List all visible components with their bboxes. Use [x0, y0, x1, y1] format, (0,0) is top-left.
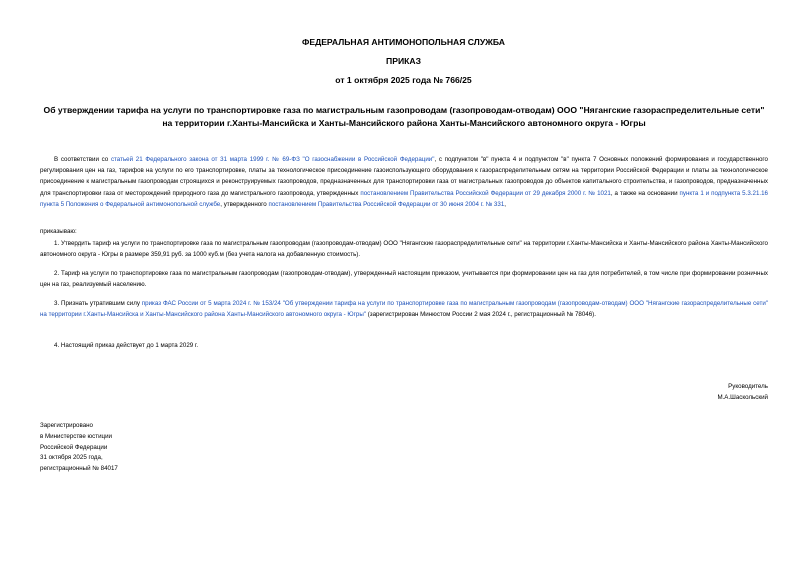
- item-4-text: 4. Настоящий приказ действует до 1 марта 2029 г.: [54, 342, 199, 349]
- item-3-text-1: 3. Признать утратившим силу: [54, 300, 142, 307]
- order-word: приказываю:: [40, 228, 77, 235]
- preamble-text-3: , а также на основании: [610, 189, 680, 197]
- preamble-text-1: В соответствии со: [54, 156, 111, 163]
- agency-heading: ФЕДЕРАЛЬНАЯ АНТИМОНОПОЛЬНАЯ СЛУЖБА: [302, 37, 505, 47]
- doc-type-heading: ПРИКАЗ: [386, 56, 421, 66]
- registration-block: [40, 421, 118, 475]
- preamble-text-5: ,: [504, 200, 506, 208]
- signatory-position: Руководитель: [728, 383, 768, 390]
- law-link[interactable]: статьей 21 Федерального закона от 31 марта 1999 г. № 69-ФЗ "О газоснабжении в Российской Федерации": [110, 156, 435, 163]
- fas-regulation-link[interactable]: пункта 1 и подпункта 5.3.21.16 пункта 5 Положения о Федеральной антимонопольной службе: [40, 189, 768, 208]
- item-3-text-2: (зарегистрирован Минюстом России 2 мая 2024 г., регистрационный № 78046).: [366, 311, 596, 319]
- registration-line: в Министерстве юстиции: [40, 432, 113, 440]
- registration-line: Зарегистрировано: [40, 422, 93, 429]
- registration-line: 31 октября 2025 года,: [40, 454, 103, 462]
- government-decree-link[interactable]: постановлением Правительства Российской Федерации от 29 декабря 2000 г. № 1021: [360, 189, 611, 197]
- item-1-text: 1. Утвердить тариф на услуги по транспортировке газа по магистральным газопроводам (газопроводам-отводам) ООО "Нягангские газораспределительные сети" на территории г.Ханты-Мансийска и Ханты-Мансийского района Ханты-Мансийского автономного округа - Югры в размере 359,91 руб. за 1000 куб.м (без учета налога на добавленную стоимость).: [40, 240, 768, 259]
- signatory-name: М.А.Шаскольский: [717, 394, 768, 401]
- registration-line: регистрационный № 84017: [40, 465, 118, 473]
- document-title: Об утверждении тарифа на услуги по транспортировке газа по магистральным газопроводам (газопроводам-отводам) ООО "Нягангские газораспределительные сети" на территории г.Ханты-Мансийска и Ханты-Мансийского района Ханты-Мансийского автономного округа - Югры: [43, 105, 765, 128]
- item-2-text: 2. Тариф на услуги по транспортировке газа по магистральным газопроводам (газопроводам-отводам), утвержденный настоящим приказом, учитывается при формировании цен на газ для потребителей, в том числе при формировании розничных цен на газ, реализуемый населению.: [40, 270, 768, 289]
- repealed-order-link[interactable]: приказ ФАС России от 5 марта 2024 г. № 153/24 "Об утверждении тарифа на услуги по транспортировке газа по магистральным газопроводам (газопроводам-отводам) ООО "Нягангские газораспределительные сети" на территории г.Ханты-Мансийска и Ханты-Мансийского района Ханты-Мансийского автономного округа - Югры": [40, 300, 768, 319]
- date-number-heading: от 1 октября 2025 года № 766/25: [335, 75, 472, 85]
- preamble-text-2: , с подпунктом "в" пункта 4 и подпунктом "в" пункта 7 Основных положений формирования и государственного регулирования цен на газ, тарифов на услуги по его транспортировке, платы за технологическое присоединение газоиспользующего оборудования к газораспределительным сетям на территории Российской Федерации и платы за технологическое присоединение к магистральным газопроводам строящихся и реконструируемых газопроводов, предназначенных для транспортировки газа от магистральных газопроводов до объектов капитального строительства, и газопроводов, предназначенных для транспортировки газа от месторождений природного газа до магистрального газопровода, утвержденных: [40, 156, 768, 197]
- item-3-paragraph: [40, 298, 768, 320]
- registration-line: Российской Федерации: [40, 443, 108, 451]
- item-2-paragraph: [40, 268, 768, 290]
- preamble-text-4: , утвержденного: [220, 200, 269, 208]
- item-1-paragraph: [40, 238, 768, 260]
- preamble-paragraph: [40, 154, 768, 210]
- item-4-paragraph: [40, 340, 768, 351]
- government-decree-331-link[interactable]: постановлением Правительства Российской Федерации от 30 июня 2004 г. № 331: [268, 200, 505, 208]
